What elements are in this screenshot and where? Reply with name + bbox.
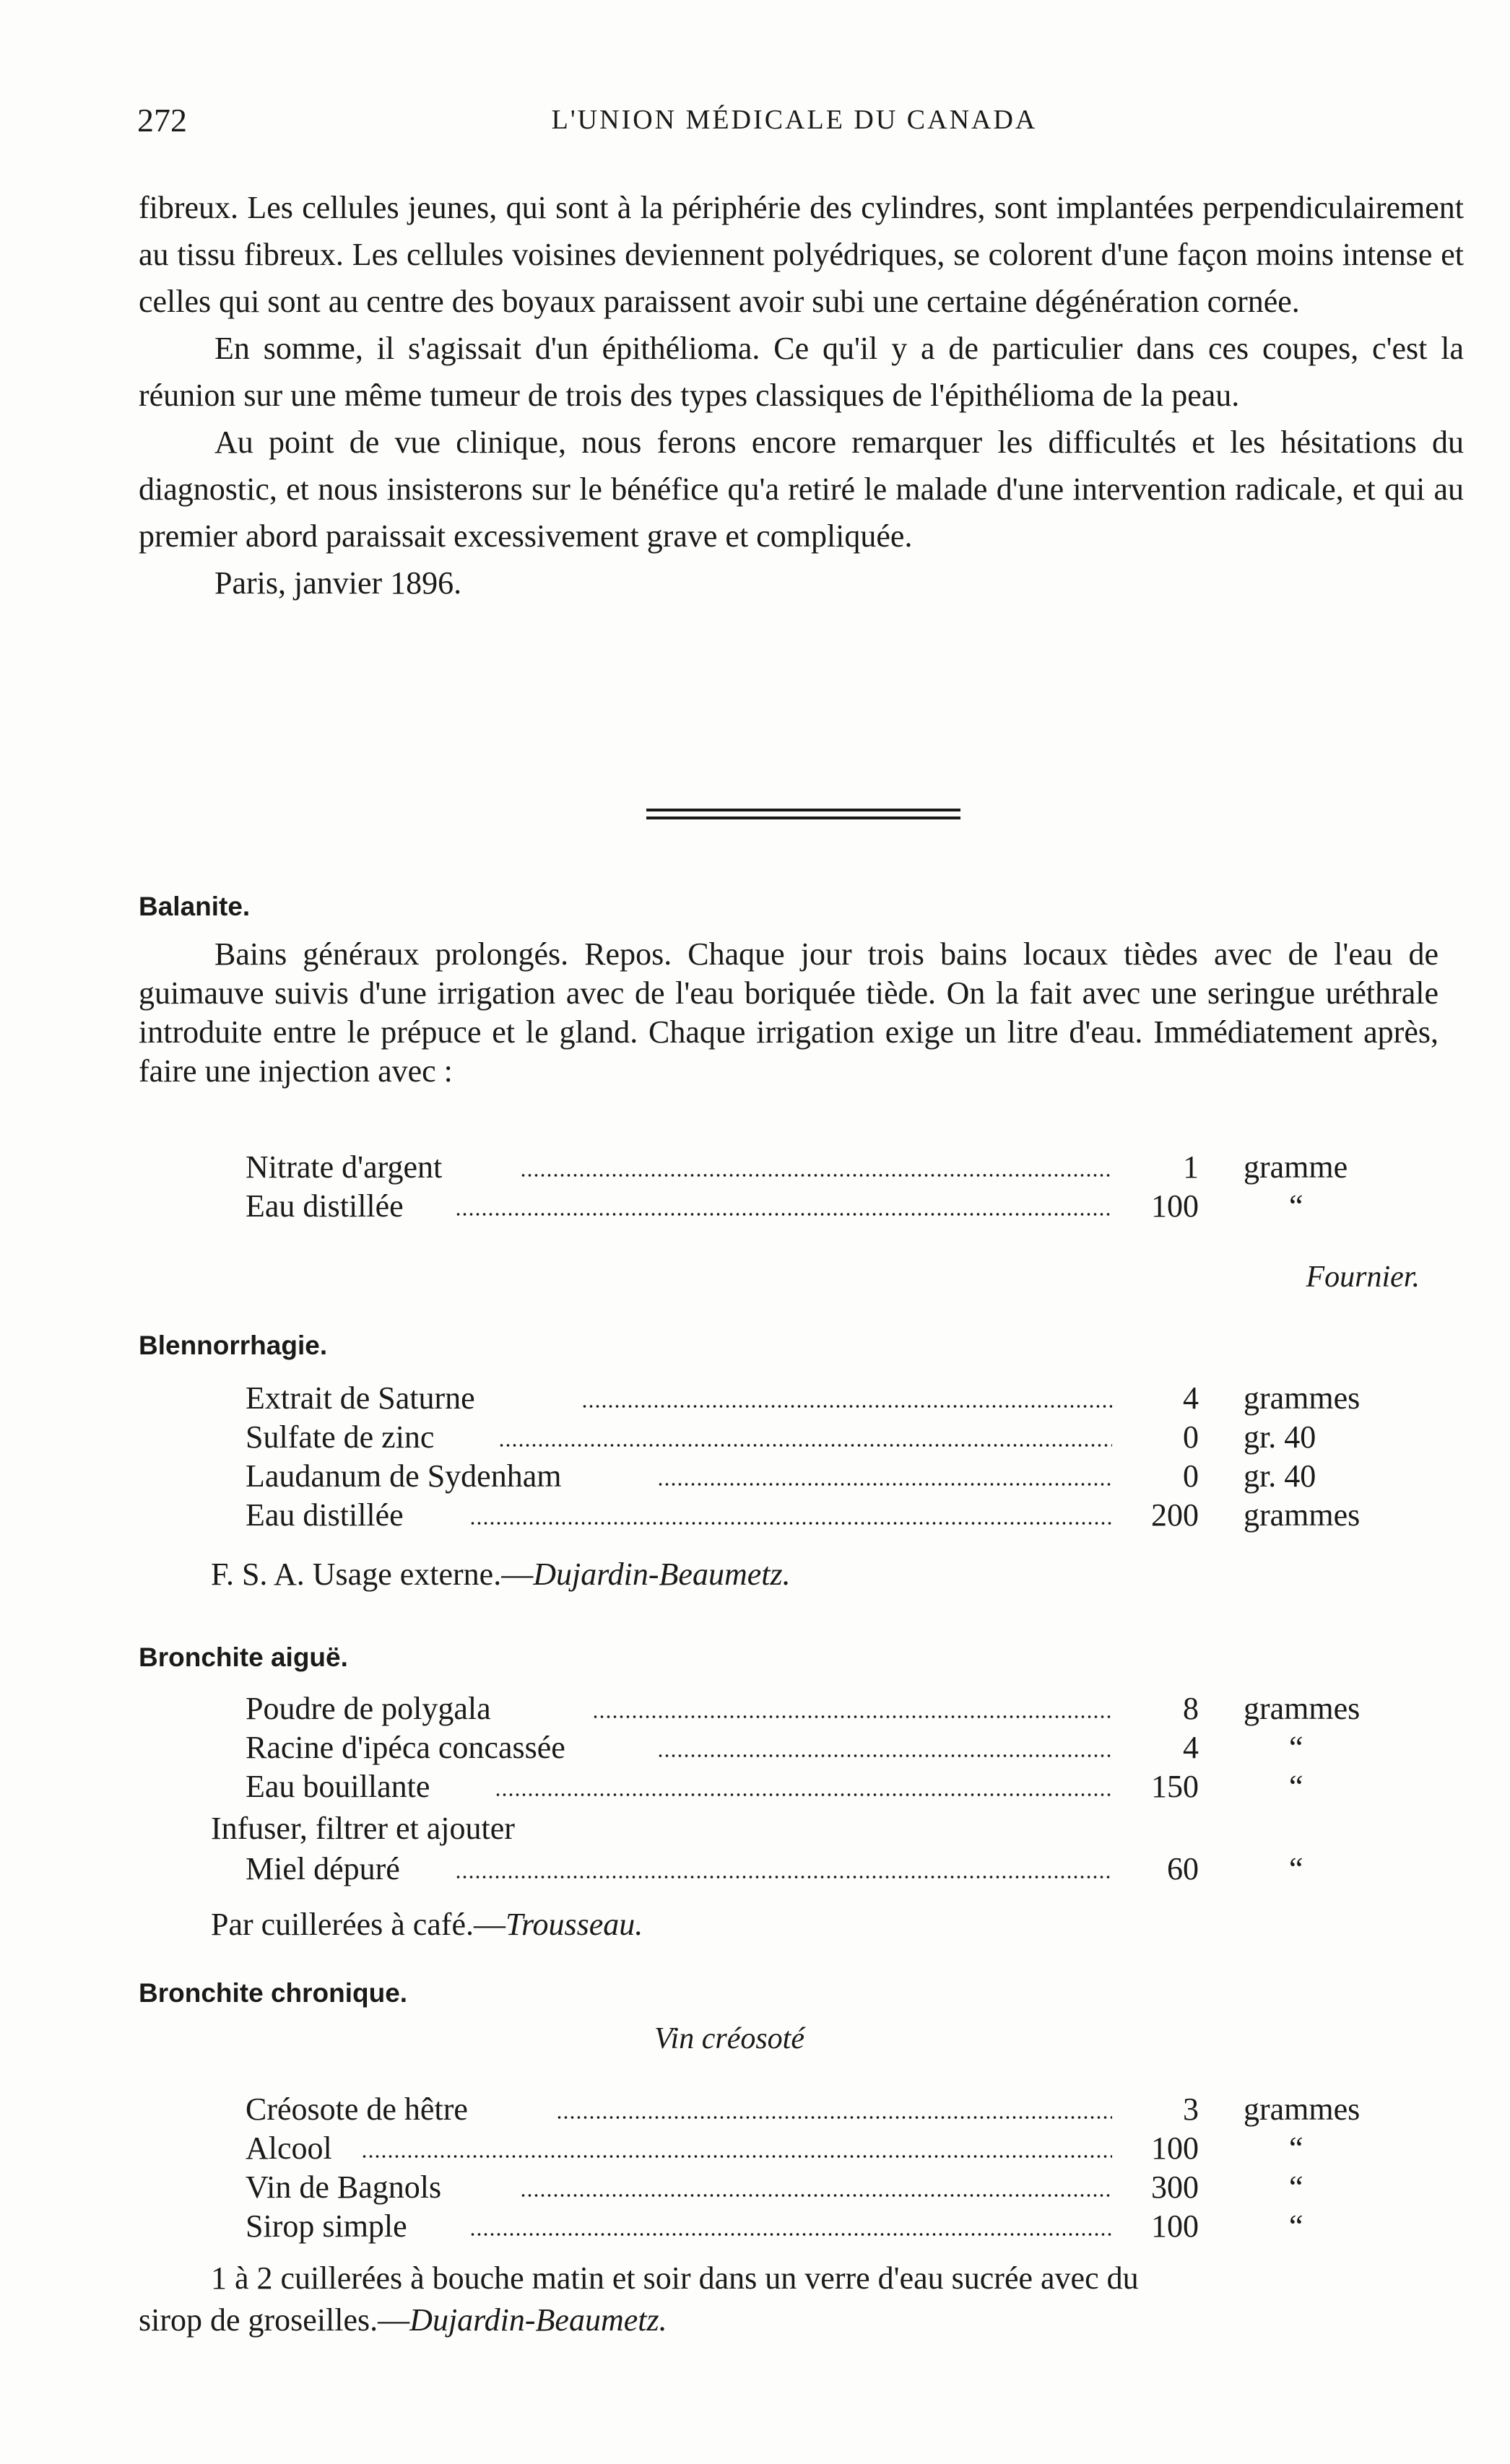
ingredient-quantity: 1 <box>1183 1149 1199 1185</box>
dot-leader <box>592 1715 1112 1718</box>
author-attribution: Dujardin-Beaumetz. <box>533 1557 791 1592</box>
balanite-body: Bains généraux prolongés. Repos. Chaque jour trois bains locaux tièdes avec de l'eau de guimauve suivis d'une irrigation avec de l'eau boriquée tiède. On la fait avec une seringue uréthrale introduite entre le prépuce et le gland. Chaque irrigation exige un litre d'eau. Immédiatement après, faire une injection avec : <box>139 936 1439 1089</box>
ingredient-name: Miel dépuré <box>246 1851 400 1886</box>
recipe-subtitle: Vin créosoté <box>654 2022 804 2055</box>
running-title: L'UNION MÉDICALE DU CANADA <box>551 105 1038 135</box>
ingredient-name: Nitrate d'argent <box>246 1149 443 1185</box>
section-title-bronchite-aigue: Bronchite aiguë. <box>139 1642 348 1672</box>
author-attribution: Fournier. <box>1306 1261 1420 1294</box>
ingredient-name: Laudanum de Sydenham <box>246 1458 562 1494</box>
article-paragraph: En somme, il s'agissait d'un épithélioma. Ce qu'il y a de particulier dans ces coupes, c'est la réunion sur une même tumeur de trois des types classiques de l'épithélioma de la peau. <box>139 331 1464 413</box>
ingredient-unit: “ <box>1289 1188 1303 1224</box>
ingredient-unit: grammes <box>1244 1497 1361 1533</box>
dot-leader <box>581 1405 1112 1408</box>
ingredient-name: Alcool <box>246 2130 332 2166</box>
ingredient-unit: “ <box>1289 1769 1303 1804</box>
separator-rule <box>646 809 960 811</box>
instruction-line: Infuser, filtrer et ajouter <box>211 1811 515 1846</box>
ingredient-name: Vin de Bagnols <box>246 2169 442 2205</box>
prescription-row <box>246 1457 1372 1496</box>
ingredient-unit: “ <box>1289 1851 1303 1886</box>
ingredient-quantity: 4 <box>1183 1380 1199 1416</box>
dot-leader <box>520 2194 1112 2197</box>
dot-leader <box>469 1522 1112 1525</box>
dosage-text: sirop de groseilles.— <box>139 2302 410 2338</box>
usage-note-text: F. S. A. Usage externe.— <box>211 1557 534 1592</box>
ingredient-quantity: 0 <box>1183 1419 1199 1455</box>
ingredient-name: Sirop simple <box>246 2208 407 2244</box>
prescription-row <box>246 1850 1372 1889</box>
bronchite-aigue-extra <box>246 1850 1372 1889</box>
dosage-line <box>139 2302 667 2338</box>
ingredient-unit: gramme <box>1244 1149 1348 1185</box>
dot-leader <box>361 2155 1112 2158</box>
prescription-row <box>246 1379 1372 1418</box>
blennorrhagie-prescription <box>246 1379 1372 1535</box>
dot-leader <box>657 1754 1112 1757</box>
dot-leader <box>495 1793 1112 1796</box>
dot-leader <box>469 2233 1112 2236</box>
dot-leader <box>498 1444 1112 1447</box>
page-header <box>137 101 1452 144</box>
prescription-row <box>246 1496 1372 1535</box>
ingredient-quantity: 200 <box>1151 1497 1199 1533</box>
section-title-bronchite-chronique: Bronchite chronique. <box>139 1978 408 2008</box>
prescription-row <box>246 1728 1372 1767</box>
article-paragraph: fibreux. Les cellules jeunes, qui sont à la périphérie des cylindres, sont implantées perpendiculairement au tissu fibreux. Les cellules voisines deviennent polyédriques, se colorent d'une façon moins intense et celles qui sont au centre des boyaux paraissent avoir subi une certaine dégénération cornée. <box>139 190 1464 319</box>
ingredient-quantity: 60 <box>1167 1851 1199 1886</box>
ingredient-name: Eau distillée <box>246 1497 404 1533</box>
ingredient-name: Extrait de Saturne <box>246 1380 475 1416</box>
ingredient-unit: grammes <box>1244 1691 1361 1726</box>
page-number: 272 <box>137 102 187 139</box>
prescription-row <box>246 2090 1372 2129</box>
ingredient-unit: “ <box>1289 2130 1303 2166</box>
prescription-row <box>246 1148 1372 1187</box>
bronchite-chronique-prescription <box>246 2090 1372 2246</box>
dosage-line: 1 à 2 cuillerées à bouche matin et soir dans un verre d'eau sucrée avec du <box>211 2260 1139 2296</box>
ingredient-unit: grammes <box>1244 1380 1361 1416</box>
balanite-prescription <box>246 1148 1372 1226</box>
separator-rule <box>646 817 960 819</box>
author-attribution: Dujardin-Beaumetz. <box>409 2302 667 2338</box>
ingredient-quantity: 300 <box>1151 2169 1199 2205</box>
ingredient-quantity: 0 <box>1183 1458 1199 1494</box>
author-attribution: Trousseau. <box>505 1907 643 1942</box>
ingredient-quantity: 150 <box>1151 1769 1199 1804</box>
prescription-row <box>246 2129 1372 2168</box>
ingredient-name: Créosote de hêtre <box>246 2091 468 2127</box>
ingredient-unit: “ <box>1289 1730 1303 1765</box>
ingredient-unit: “ <box>1289 2169 1303 2205</box>
dot-leader <box>657 1483 1112 1486</box>
ingredient-quantity: 100 <box>1151 2130 1199 2166</box>
section-title-balanite: Balanite. <box>139 892 251 921</box>
ingredient-quantity: 8 <box>1183 1691 1199 1726</box>
dot-leader <box>455 1876 1112 1879</box>
prescription-row <box>246 1689 1372 1728</box>
ingredient-name: Poudre de polygala <box>246 1691 491 1726</box>
ingredient-quantity: 4 <box>1183 1730 1199 1765</box>
ingredient-name: Racine d'ipéca concassée <box>246 1730 565 1765</box>
ingredient-name: Eau distillée <box>246 1188 404 1224</box>
dateline: Paris, janvier 1896. <box>214 565 462 601</box>
prescription-row <box>246 2207 1372 2246</box>
bronchite-aigue-prescription <box>246 1689 1372 1806</box>
ingredient-unit: gr. 40 <box>1244 1419 1316 1455</box>
dot-leader <box>520 1174 1112 1177</box>
ingredient-quantity: 100 <box>1151 2208 1199 2244</box>
ingredient-quantity: 100 <box>1151 1188 1199 1224</box>
prescription-row <box>246 1418 1372 1457</box>
dot-leader <box>556 2116 1112 2119</box>
article-continuation <box>139 184 1464 606</box>
ingredient-unit: “ <box>1289 2208 1303 2244</box>
ingredient-unit: gr. 40 <box>1244 1458 1316 1494</box>
article-paragraph: Au point de vue clinique, nous ferons encore remarquer les difficultés et les hésitations du diagnostic, et nous insisterons sur le bénéfice qu'a retiré le malade d'une intervention radicale, et qui au premier abord paraissait excessivement grave et compliquée. <box>139 425 1464 554</box>
prescription-row <box>246 1767 1372 1806</box>
ingredient-quantity: 3 <box>1183 2091 1199 2127</box>
usage-note-text: Par cuillerées à café.— <box>211 1907 505 1942</box>
ingredient-name: Eau bouillante <box>246 1769 430 1804</box>
prescription-row <box>246 1187 1372 1226</box>
section-title-blennorrhagie: Blennorrhagie. <box>139 1331 328 1360</box>
usage-note <box>211 1556 791 1593</box>
ingredient-name: Sulfate de zinc <box>246 1419 435 1455</box>
usage-note <box>211 1906 643 1943</box>
dot-leader <box>455 1213 1112 1216</box>
prescription-row <box>246 2168 1372 2207</box>
ingredient-unit: grammes <box>1244 2091 1361 2127</box>
